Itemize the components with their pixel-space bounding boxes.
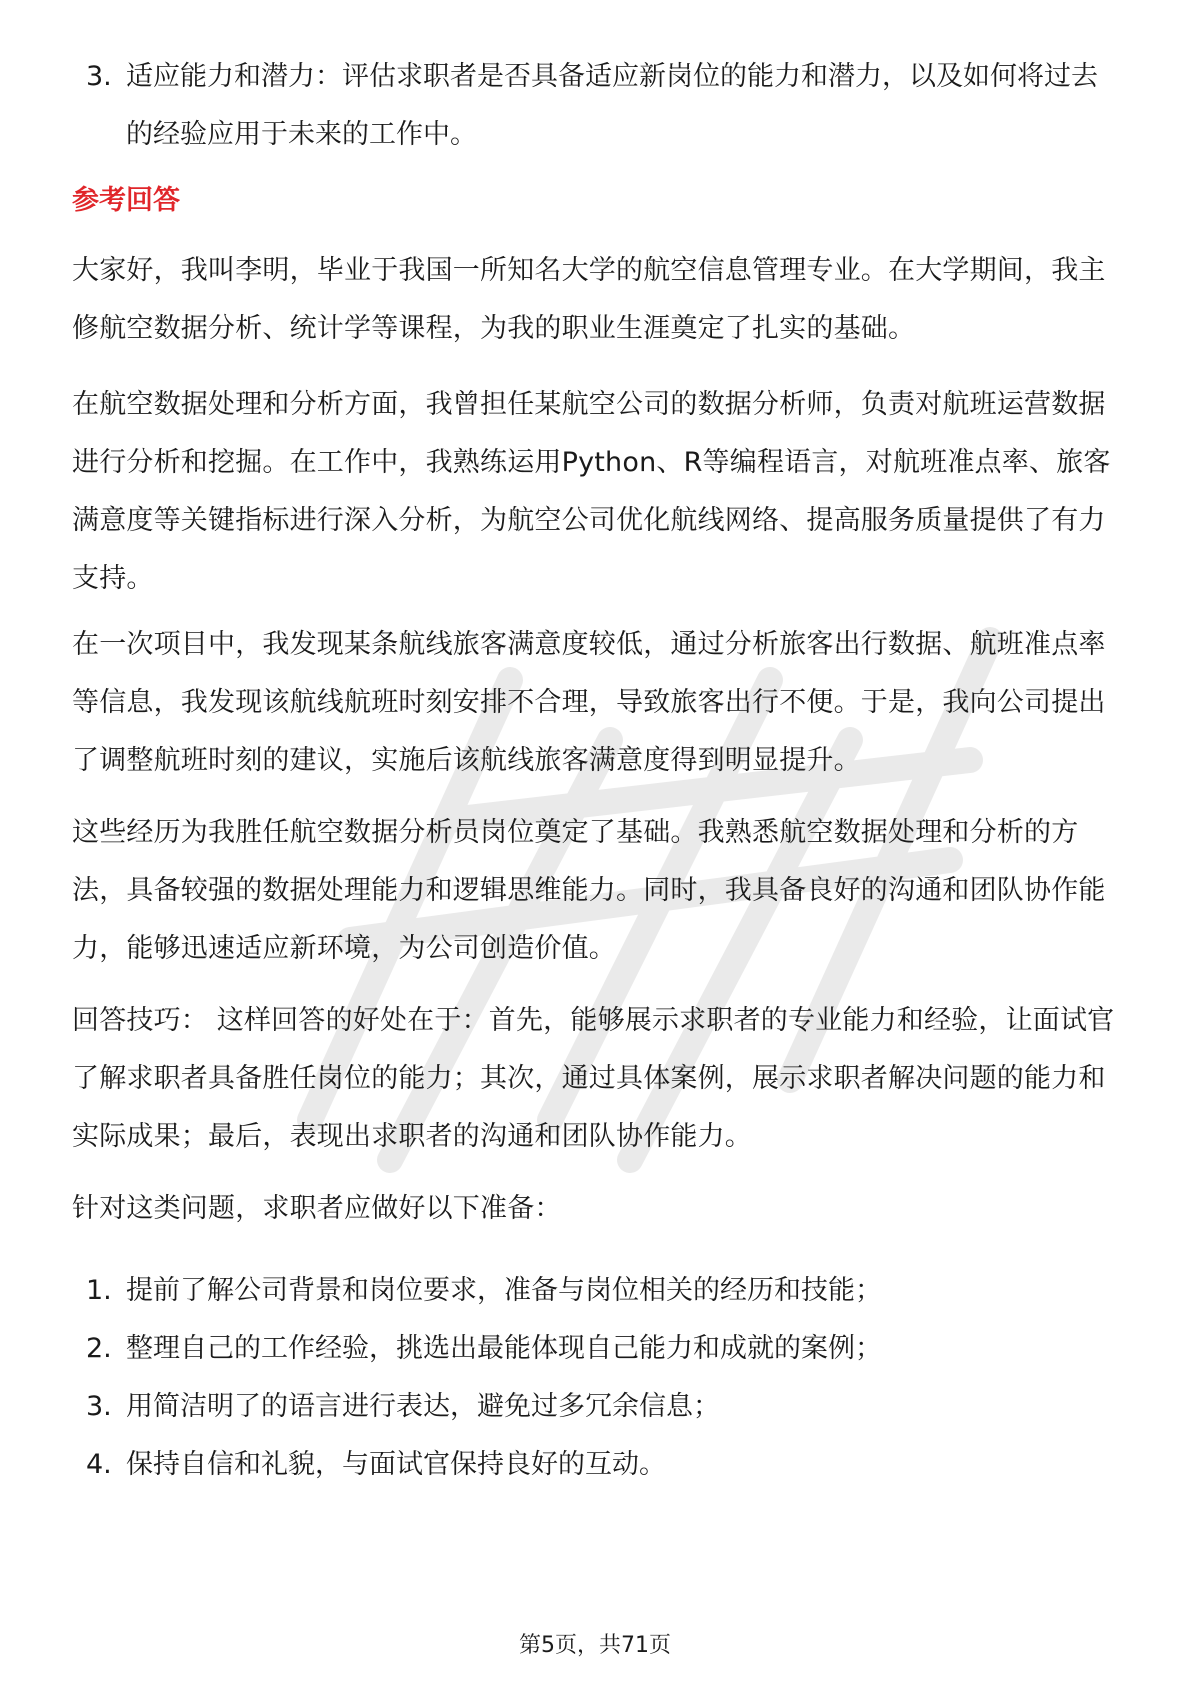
list-item [72,1320,1122,1378]
reference-answer-heading: 参考回答 [72,185,180,216]
list-item [72,1262,1122,1320]
list-item [72,1378,1122,1436]
list-item-text: 适应能力和潜力：评估求职者是否具备适应新岗位的能力和潜力，以及如何将过去的经验应用于未来的工作中。 [126,61,1098,150]
paragraph-project: 在一次项目中，我发现某条航线旅客满意度较低，通过分析旅客出行数据、航班准点率等信息，我发现该航线航班时刻安排不合理，导致旅客出行不便。于是，我向公司提出了调整航班时刻的建议，实施后该航线旅客满意度得到明显提升。 [72,629,1106,776]
list-item-number: 4. [86,1449,112,1480]
list-item-text: 整理自己的工作经验，挑选出最能体现自己能力和成就的案例； [126,1333,882,1364]
paragraph-summary: 这些经历为我胜任航空数据分析员岗位奠定了基础。我熟悉航空数据处理和分析的方法，具备较强的数据处理能力和逻辑思维能力。同时，我具备良好的沟通和团队协作能力，能够迅速适应新环境，为公司创造价值。 [72,817,1106,964]
list-item-number: 3. [86,61,112,92]
paragraph-experience: 在航空数据处理和分析方面，我曾担任某航空公司的数据分析师，负责对航班运营数据进行分析和挖掘。在工作中，我熟练运用Python、R等编程语言，对航班准点率、旅客满意度等关键指标进行深入分析，为航空公司优化航线网络、提高服务质量提供了有力支持。 [72,389,1111,594]
paragraph-prep-intro: 针对这类问题，求职者应做好以下准备： [72,1193,562,1224]
list-item-number: 2. [86,1333,112,1364]
intro-list [72,48,1122,164]
list-item-text: 用简洁明了的语言进行表达，避免过多冗余信息； [126,1391,720,1422]
list-item [72,1436,1122,1494]
list-item-text: 保持自信和礼貌，与面试官保持良好的互动。 [126,1449,666,1480]
list-item-number: 1. [86,1275,112,1306]
paragraph-tips: 回答技巧： 这样回答的好处在于：首先，能够展示求职者的专业能力和经验，让面试官了解求职者具备胜任岗位的能力；其次，通过具体案例，展示求职者解决问题的能力和实际成果；最后，表现出求职者的沟通和团队协作能力。 [72,1005,1115,1152]
list-item-number: 3. [86,1391,112,1422]
page-number-footer: 第5页，共71页 [519,1633,671,1658]
list-item-text: 提前了解公司背景和岗位要求，准备与岗位相关的经历和技能； [126,1275,882,1306]
list-item [72,48,1122,164]
paragraph-intro: 大家好，我叫李明，毕业于我国一所知名大学的航空信息管理专业。在大学期间，我主修航空数据分析、统计学等课程，为我的职业生涯奠定了扎实的基础。 [72,255,1106,344]
prep-list [72,1262,1122,1494]
